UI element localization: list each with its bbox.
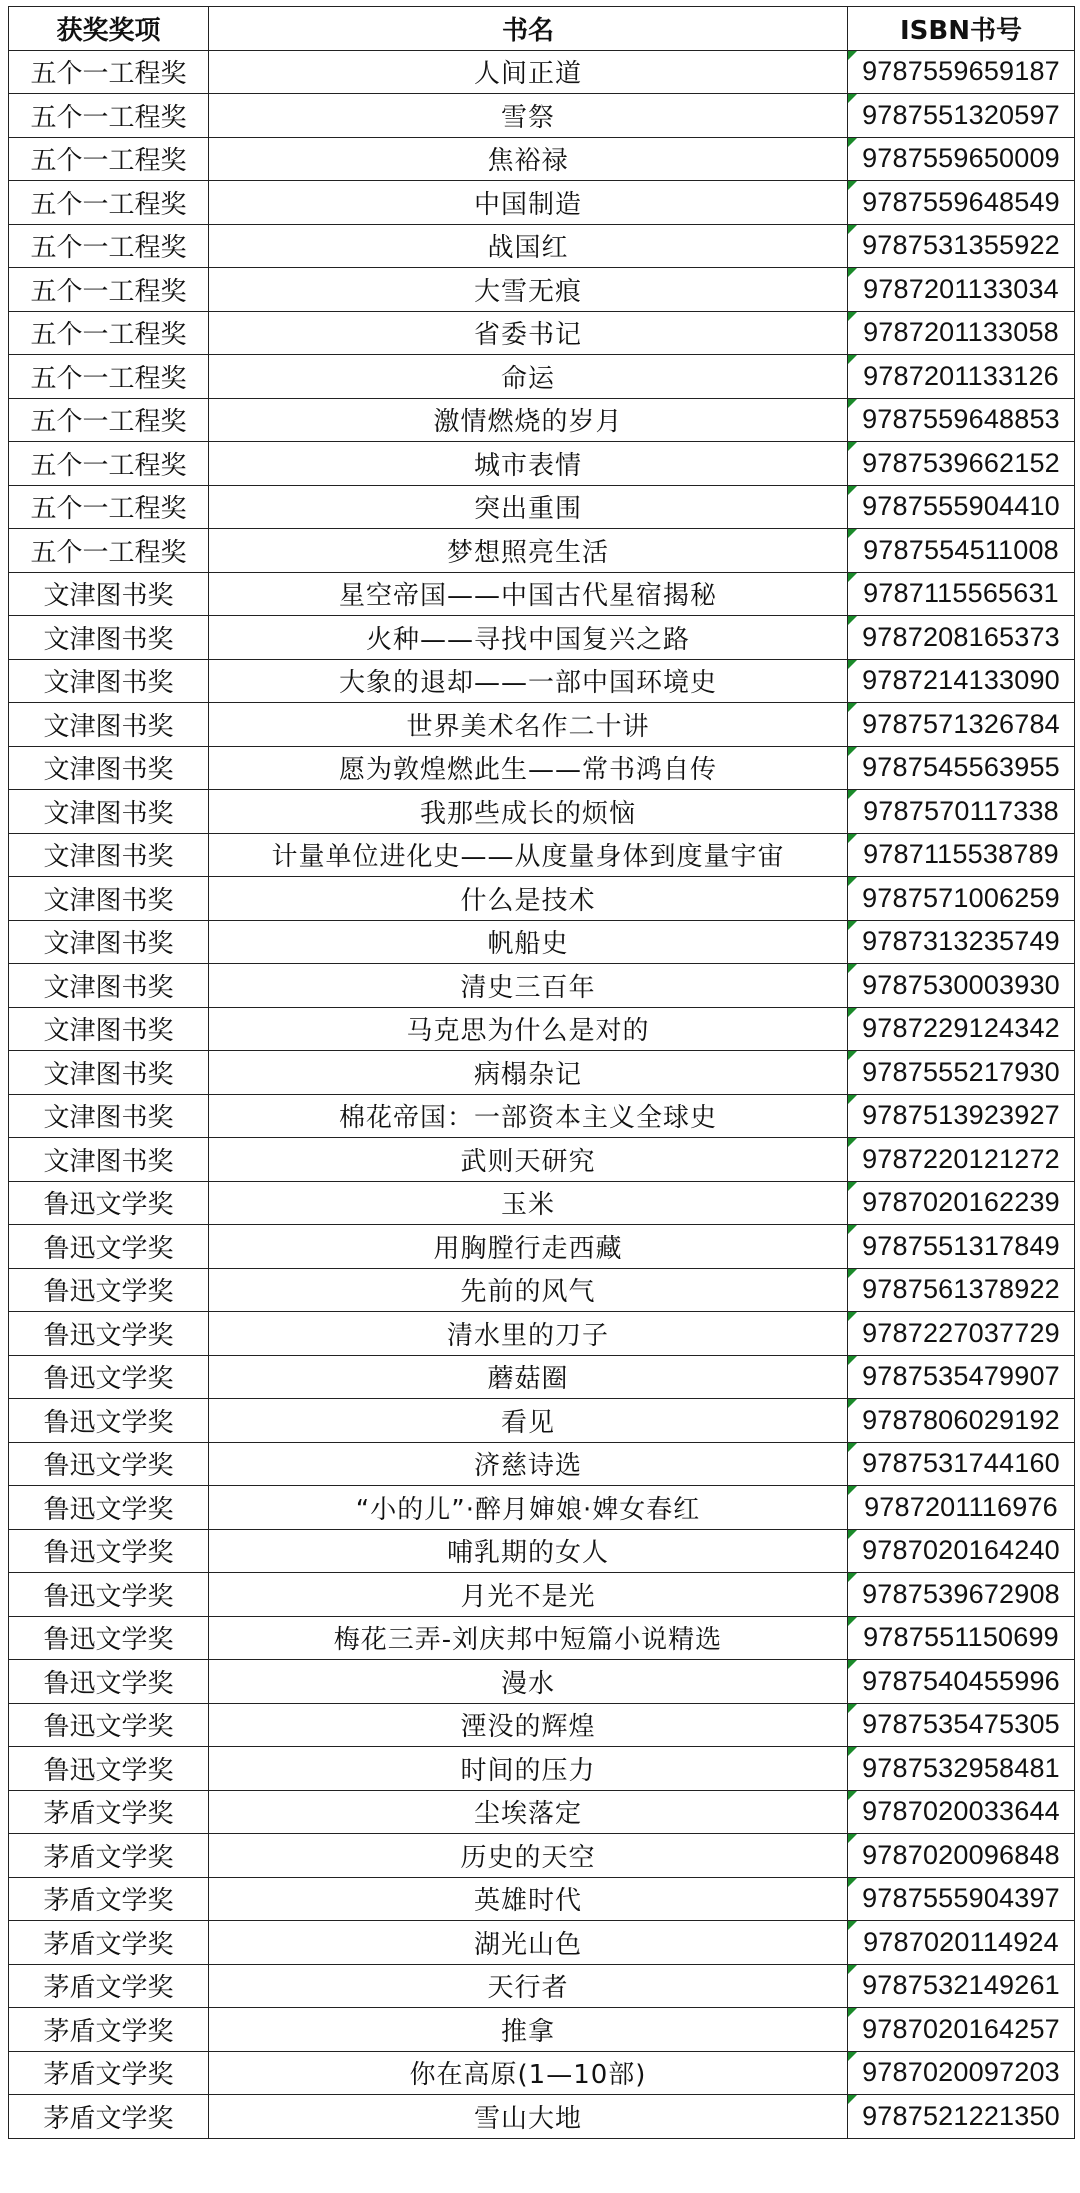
table-row: [9, 1399, 1075, 1443]
table-row: [9, 1442, 1075, 1486]
isbn-cell: [848, 1094, 1075, 1138]
award-cell: 鲁迅文学奖: [9, 1312, 209, 1356]
isbn-value: 9787020097203: [862, 2057, 1060, 2088]
title-cell: 尘埃落定: [209, 1790, 848, 1834]
title-cell: 星空帝国——中国古代星宿揭秘: [209, 572, 848, 616]
title-cell: “小的儿”·醉月婶娘·婢女春红: [209, 1486, 848, 1530]
isbn-cell: [848, 485, 1075, 529]
isbn-cell: [848, 1834, 1075, 1878]
isbn-cell: [848, 311, 1075, 355]
isbn-value: 9787115538789: [863, 839, 1059, 870]
text-format-indicator-icon: [848, 1965, 857, 1974]
award-cell: 文津图书奖: [9, 1138, 209, 1182]
text-format-indicator-icon: [848, 2052, 857, 2061]
isbn-cell: [848, 1573, 1075, 1617]
title-cell: 玉米: [209, 1181, 848, 1225]
isbn-cell: [848, 1399, 1075, 1443]
award-cell: 五个一工程奖: [9, 529, 209, 573]
isbn-cell: [848, 94, 1075, 138]
title-cell: 城市表情: [209, 442, 848, 486]
isbn-cell: [848, 1703, 1075, 1747]
table-body: [9, 50, 1075, 2138]
isbn-value: 9787555217930: [862, 1056, 1060, 1087]
award-cell: 茅盾文学奖: [9, 1790, 209, 1834]
award-cell: 文津图书奖: [9, 746, 209, 790]
title-cell: 先前的风气: [209, 1268, 848, 1312]
table-row: [9, 398, 1075, 442]
table-row: [9, 1747, 1075, 1791]
award-cell: 文津图书奖: [9, 703, 209, 747]
award-cell: 茅盾文学奖: [9, 1921, 209, 1965]
isbn-value: 9787559650009: [862, 143, 1060, 174]
isbn-cell: [848, 1007, 1075, 1051]
text-format-indicator-icon: [848, 1269, 857, 1278]
award-cell: 五个一工程奖: [9, 224, 209, 268]
text-format-indicator-icon: [848, 225, 857, 234]
table-row: [9, 1921, 1075, 1965]
isbn-value: 9787020162239: [862, 1187, 1060, 1218]
text-format-indicator-icon: [848, 94, 857, 103]
title-cell: 湮没的辉煌: [209, 1703, 848, 1747]
award-cell: 文津图书奖: [9, 616, 209, 660]
text-format-indicator-icon: [848, 1008, 857, 1017]
text-format-indicator-icon: [848, 138, 857, 147]
award-cell: 五个一工程奖: [9, 94, 209, 138]
title-cell: 大雪无痕: [209, 268, 848, 312]
header-isbn: ISBN书号: [848, 7, 1075, 51]
title-cell: 火种——寻找中国复兴之路: [209, 616, 848, 660]
title-cell: 计量单位进化史——从度量身体到度量宇宙: [209, 833, 848, 877]
title-cell: 激情燃烧的岁月: [209, 398, 848, 442]
text-format-indicator-icon: [848, 1530, 857, 1539]
title-cell: 梦想照亮生活: [209, 529, 848, 573]
text-format-indicator-icon: [848, 1660, 857, 1669]
award-cell: 鲁迅文学奖: [9, 1573, 209, 1617]
award-cell: 五个一工程奖: [9, 50, 209, 94]
table-row: [9, 1181, 1075, 1225]
title-cell: 马克思为什么是对的: [209, 1007, 848, 1051]
table-row: [9, 94, 1075, 138]
isbn-cell: [848, 964, 1075, 1008]
text-format-indicator-icon: [848, 529, 857, 538]
award-cell: 鲁迅文学奖: [9, 1399, 209, 1443]
text-format-indicator-icon: [848, 1399, 857, 1408]
title-cell: 棉花帝国：一部资本主义全球史: [209, 1094, 848, 1138]
award-cell: 鲁迅文学奖: [9, 1660, 209, 1704]
isbn-value: 9787020164240: [862, 1535, 1060, 1566]
award-books-table: [8, 6, 1075, 2139]
title-cell: 推拿: [209, 2008, 848, 2052]
title-cell: 战国红: [209, 224, 848, 268]
table-row: [9, 1834, 1075, 1878]
isbn-value: 9787539662152: [862, 447, 1060, 478]
text-format-indicator-icon: [848, 1921, 857, 1930]
title-cell: 雪祭: [209, 94, 848, 138]
table-row: [9, 1051, 1075, 1095]
title-cell: 月光不是光: [209, 1573, 848, 1617]
isbn-cell: [848, 1442, 1075, 1486]
award-cell: 五个一工程奖: [9, 355, 209, 399]
title-cell: 焦裕禄: [209, 137, 848, 181]
isbn-cell: [848, 572, 1075, 616]
text-format-indicator-icon: [848, 181, 857, 190]
title-cell: 你在高原(1—10部): [209, 2051, 848, 2095]
isbn-cell: [848, 1921, 1075, 1965]
table-row: [9, 1529, 1075, 1573]
text-format-indicator-icon: [848, 1356, 857, 1365]
text-format-indicator-icon: [848, 1312, 857, 1321]
title-cell: 清水里的刀子: [209, 1312, 848, 1356]
text-format-indicator-icon: [848, 834, 857, 843]
isbn-value: 9787531744160: [862, 1448, 1060, 1479]
isbn-value: 9787020096848: [862, 1839, 1060, 1870]
text-format-indicator-icon: [848, 312, 857, 321]
table-row: [9, 224, 1075, 268]
award-cell: 茅盾文学奖: [9, 2095, 209, 2139]
table-row: [9, 1486, 1075, 1530]
isbn-cell: [848, 1616, 1075, 1660]
title-cell: 我那些成长的烦恼: [209, 790, 848, 834]
award-cell: 鲁迅文学奖: [9, 1616, 209, 1660]
award-cell: 鲁迅文学奖: [9, 1486, 209, 1530]
isbn-cell: [848, 268, 1075, 312]
isbn-cell: [848, 1660, 1075, 1704]
isbn-cell: [848, 1181, 1075, 1225]
isbn-value: 9787571006259: [862, 882, 1060, 913]
isbn-value: 9787208165373: [862, 621, 1060, 652]
isbn-value: 9787201133058: [863, 317, 1059, 348]
isbn-value: 9787115565631: [863, 578, 1059, 609]
header-title: 书名: [209, 7, 848, 51]
table-row: [9, 137, 1075, 181]
isbn-value: 9787020033644: [862, 1796, 1060, 1827]
title-cell: 历史的天空: [209, 1834, 848, 1878]
award-cell: 五个一工程奖: [9, 442, 209, 486]
title-cell: 哺乳期的女人: [209, 1529, 848, 1573]
text-format-indicator-icon: [848, 2008, 857, 2017]
table-row: [9, 746, 1075, 790]
isbn-cell: [848, 2095, 1075, 2139]
title-cell: 人间正道: [209, 50, 848, 94]
isbn-value: 9787555904410: [862, 491, 1060, 522]
award-cell: 五个一工程奖: [9, 398, 209, 442]
table-row: [9, 572, 1075, 616]
isbn-cell: [848, 1138, 1075, 1182]
isbn-value: 9787530003930: [862, 969, 1060, 1000]
isbn-cell: [848, 1312, 1075, 1356]
isbn-cell: [848, 181, 1075, 225]
table-row: [9, 2095, 1075, 2139]
isbn-value: 9787220121272: [862, 1143, 1060, 1174]
title-cell: 武则天研究: [209, 1138, 848, 1182]
isbn-value: 9787571326784: [862, 708, 1060, 739]
table-row: [9, 1790, 1075, 1834]
award-cell: 鲁迅文学奖: [9, 1225, 209, 1269]
isbn-cell: [848, 224, 1075, 268]
header-award: 获奖奖项: [9, 7, 209, 51]
isbn-value: 9787551150699: [863, 1622, 1059, 1653]
isbn-value: 9787551317849: [862, 1230, 1060, 1261]
table-row: [9, 1312, 1075, 1356]
table-row: [9, 703, 1075, 747]
table-row: [9, 833, 1075, 877]
isbn-value: 9787535479907: [862, 1361, 1060, 1392]
award-cell: 文津图书奖: [9, 1094, 209, 1138]
table-row: [9, 181, 1075, 225]
isbn-value: 9787201116976: [864, 1491, 1058, 1522]
text-format-indicator-icon: [848, 616, 857, 625]
text-format-indicator-icon: [848, 1791, 857, 1800]
text-format-indicator-icon: [848, 1573, 857, 1582]
text-format-indicator-icon: [848, 921, 857, 930]
title-cell: 漫水: [209, 1660, 848, 1704]
isbn-value: 9787570117338: [863, 795, 1059, 826]
isbn-value: 9787554511008: [863, 534, 1059, 565]
table-row: [9, 1660, 1075, 1704]
table-row: [9, 529, 1075, 573]
isbn-value: 9787551320597: [862, 99, 1060, 130]
award-cell: 鲁迅文学奖: [9, 1268, 209, 1312]
table-row: [9, 1268, 1075, 1312]
isbn-value: 9787539672908: [862, 1578, 1060, 1609]
isbn-value: 9787229124342: [862, 1013, 1060, 1044]
award-cell: 茅盾文学奖: [9, 1877, 209, 1921]
title-cell: 什么是技术: [209, 877, 848, 921]
isbn-cell: [848, 50, 1075, 94]
text-format-indicator-icon: [848, 51, 857, 60]
isbn-value: 9787555904397: [862, 1883, 1060, 1914]
isbn-cell: [848, 1225, 1075, 1269]
title-cell: 蘑菇圈: [209, 1355, 848, 1399]
title-cell: 突出重围: [209, 485, 848, 529]
isbn-cell: [848, 2051, 1075, 2095]
award-cell: 文津图书奖: [9, 790, 209, 834]
isbn-cell: [848, 398, 1075, 442]
text-format-indicator-icon: [848, 877, 857, 886]
text-format-indicator-icon: [848, 1617, 857, 1626]
isbn-cell: [848, 1877, 1075, 1921]
isbn-value: 9787532149261: [862, 1970, 1060, 2001]
award-cell: 茅盾文学奖: [9, 1834, 209, 1878]
isbn-value: 9787513923927: [862, 1100, 1060, 1131]
text-format-indicator-icon: [848, 1486, 857, 1495]
text-format-indicator-icon: [848, 1443, 857, 1452]
table-row: [9, 355, 1075, 399]
title-cell: 时间的压力: [209, 1747, 848, 1791]
isbn-value: 9787227037729: [862, 1317, 1060, 1348]
isbn-value: 9787521221350: [862, 2100, 1060, 2131]
isbn-value: 9787559648853: [862, 404, 1060, 435]
isbn-cell: [848, 1268, 1075, 1312]
isbn-value: 9787806029192: [862, 1404, 1060, 1435]
award-cell: 文津图书奖: [9, 964, 209, 1008]
isbn-cell: [848, 1747, 1075, 1791]
table-row: [9, 311, 1075, 355]
text-format-indicator-icon: [848, 1704, 857, 1713]
award-cell: 五个一工程奖: [9, 485, 209, 529]
table-row: [9, 50, 1075, 94]
text-format-indicator-icon: [848, 442, 857, 451]
table-row: [9, 1703, 1075, 1747]
isbn-cell: [848, 877, 1075, 921]
table-row: [9, 920, 1075, 964]
award-cell: 文津图书奖: [9, 833, 209, 877]
isbn-value: 9787201133034: [863, 273, 1059, 304]
isbn-cell: [848, 616, 1075, 660]
award-cell: 鲁迅文学奖: [9, 1703, 209, 1747]
isbn-value: 9787545563955: [862, 752, 1060, 783]
text-format-indicator-icon: [848, 268, 857, 277]
isbn-cell: [848, 137, 1075, 181]
table-row: [9, 877, 1075, 921]
title-cell: 英雄时代: [209, 1877, 848, 1921]
award-cell: 茅盾文学奖: [9, 2051, 209, 2095]
text-format-indicator-icon: [848, 1878, 857, 1887]
text-format-indicator-icon: [848, 399, 857, 408]
isbn-cell: [848, 355, 1075, 399]
award-cell: 五个一工程奖: [9, 268, 209, 312]
isbn-value: 9787540455996: [862, 1665, 1060, 1696]
award-cell: 鲁迅文学奖: [9, 1181, 209, 1225]
table-row: [9, 1138, 1075, 1182]
text-format-indicator-icon: [848, 747, 857, 756]
table-row: [9, 442, 1075, 486]
isbn-cell: [848, 920, 1075, 964]
text-format-indicator-icon: [848, 964, 857, 973]
text-format-indicator-icon: [848, 486, 857, 495]
isbn-cell: [848, 746, 1075, 790]
text-format-indicator-icon: [848, 1182, 857, 1191]
title-cell: 愿为敦煌燃此生——常书鸿自传: [209, 746, 848, 790]
text-format-indicator-icon: [848, 2095, 857, 2104]
award-cell: 文津图书奖: [9, 877, 209, 921]
table-row: [9, 1964, 1075, 2008]
title-cell: 中国制造: [209, 181, 848, 225]
title-cell: 天行者: [209, 1964, 848, 2008]
table-row: [9, 1355, 1075, 1399]
award-cell: 五个一工程奖: [9, 137, 209, 181]
title-cell: 帆船史: [209, 920, 848, 964]
isbn-cell: [848, 790, 1075, 834]
isbn-cell: [848, 1355, 1075, 1399]
text-format-indicator-icon: [848, 1747, 857, 1756]
title-cell: 雪山大地: [209, 2095, 848, 2139]
award-cell: 茅盾文学奖: [9, 1964, 209, 2008]
table-row: [9, 1616, 1075, 1660]
isbn-value: 9787313235749: [862, 926, 1060, 957]
award-cell: 鲁迅文学奖: [9, 1442, 209, 1486]
award-cell: 文津图书奖: [9, 1051, 209, 1095]
table-row: [9, 2051, 1075, 2095]
title-cell: 湖光山色: [209, 1921, 848, 1965]
award-cell: 鲁迅文学奖: [9, 1747, 209, 1791]
text-format-indicator-icon: [848, 790, 857, 799]
title-cell: 命运: [209, 355, 848, 399]
isbn-value: 9787020114924: [863, 1926, 1059, 1957]
isbn-value: 9787531355922: [862, 230, 1060, 261]
text-format-indicator-icon: [848, 1051, 857, 1060]
table-row: [9, 1094, 1075, 1138]
award-cell: 茅盾文学奖: [9, 2008, 209, 2052]
isbn-value: 9787559659187: [862, 56, 1060, 87]
isbn-value: 9787561378922: [862, 1274, 1060, 1305]
title-cell: 用胸膛行走西藏: [209, 1225, 848, 1269]
text-format-indicator-icon: [848, 1834, 857, 1843]
table-row: [9, 1877, 1075, 1921]
award-cell: 五个一工程奖: [9, 181, 209, 225]
isbn-value: 9787201133126: [863, 360, 1059, 391]
award-cell: 文津图书奖: [9, 659, 209, 703]
table-row: [9, 1007, 1075, 1051]
text-format-indicator-icon: [848, 703, 857, 712]
table-row: [9, 268, 1075, 312]
isbn-cell: [848, 703, 1075, 747]
text-format-indicator-icon: [848, 1225, 857, 1234]
table-row: [9, 616, 1075, 660]
title-cell: 病榻杂记: [209, 1051, 848, 1095]
table-row: [9, 2008, 1075, 2052]
isbn-cell: [848, 1964, 1075, 2008]
isbn-cell: [848, 833, 1075, 877]
isbn-value: 9787559648549: [862, 186, 1060, 217]
isbn-cell: [848, 1529, 1075, 1573]
title-cell: 大象的退却——一部中国环境史: [209, 659, 848, 703]
isbn-value: 9787214133090: [862, 665, 1060, 696]
isbn-value: 9787532958481: [862, 1752, 1060, 1783]
title-cell: 省委书记: [209, 311, 848, 355]
text-format-indicator-icon: [848, 660, 857, 669]
title-cell: 看见: [209, 1399, 848, 1443]
award-cell: 鲁迅文学奖: [9, 1529, 209, 1573]
award-cell: 五个一工程奖: [9, 311, 209, 355]
text-format-indicator-icon: [848, 1095, 857, 1104]
award-cell: 文津图书奖: [9, 1007, 209, 1051]
table-row: [9, 790, 1075, 834]
title-cell: 世界美术名作二十讲: [209, 703, 848, 747]
isbn-cell: [848, 442, 1075, 486]
table-row: [9, 659, 1075, 703]
isbn-cell: [848, 1486, 1075, 1530]
text-format-indicator-icon: [848, 355, 857, 364]
title-cell: 清史三百年: [209, 964, 848, 1008]
title-cell: 济慈诗选: [209, 1442, 848, 1486]
table-row: [9, 1573, 1075, 1617]
text-format-indicator-icon: [848, 573, 857, 582]
isbn-cell: [848, 529, 1075, 573]
text-format-indicator-icon: [848, 1138, 857, 1147]
award-cell: 鲁迅文学奖: [9, 1355, 209, 1399]
table-row: [9, 485, 1075, 529]
isbn-cell: [848, 1790, 1075, 1834]
isbn-value: 9787020164257: [862, 2013, 1060, 2044]
award-cell: 文津图书奖: [9, 572, 209, 616]
award-cell: 文津图书奖: [9, 920, 209, 964]
isbn-cell: [848, 659, 1075, 703]
header-row: [9, 7, 1075, 51]
table-row: [9, 1225, 1075, 1269]
isbn-value: 9787535475305: [862, 1709, 1060, 1740]
title-cell: 梅花三弄-刘庆邦中短篇小说精选: [209, 1616, 848, 1660]
isbn-cell: [848, 1051, 1075, 1095]
table-row: [9, 964, 1075, 1008]
isbn-cell: [848, 2008, 1075, 2052]
